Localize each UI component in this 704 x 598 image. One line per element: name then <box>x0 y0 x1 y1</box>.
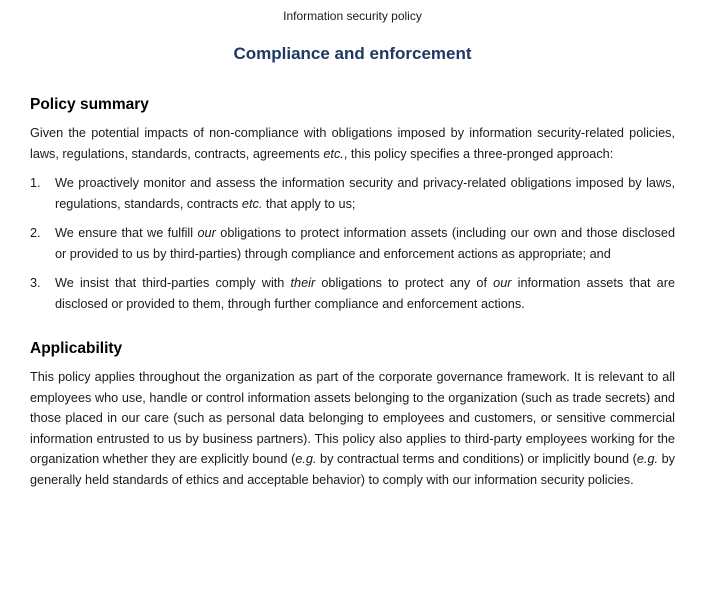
section-heading-applicability: Applicability <box>30 340 123 357</box>
list-item <box>30 173 675 214</box>
list-item-text: We proactively monitor and assess the information security and privacy-related obligations imposed by laws, regulations, standards, contracts etc. that apply to us; <box>55 176 675 211</box>
list-item-number: 2. <box>30 226 41 240</box>
applicability-paragraph: This policy applies throughout the organization as part of the corporate governance framework. It is relevant to all employees who use, handle or control information assets belonging to the organization (such as trade secrets) and those placed in our care (such as personal data belonging to employees and customers, or sensitive commercial information entrusted to us by business partners). This policy also applies to third-party employees working for the organization whether they are explicitly bound (e.g. by contractual terms and conditions) or implicitly bound (e.g. by generally held standards of ethics and acceptable behavior) to comply with our information security policies. <box>30 370 675 487</box>
list-item <box>30 223 675 264</box>
list-item-text: We ensure that we fulfill our obligations to protect information assets (including our own and those disclosed or provided to us by third-parties) through compliance and enforcement actions as appropriate; and <box>55 226 676 261</box>
document-header: Information security policy <box>283 9 422 23</box>
policy-summary-intro-paragraph: Given the potential impacts of non-compliance with obligations imposed by information security-related policies, laws, regulations, standards, contracts, agreements etc., this policy specifies a three-pronged approach: <box>30 126 675 161</box>
document-title: Compliance and enforcement <box>233 44 472 63</box>
list-item <box>30 273 675 314</box>
policy-summary-numbered-list <box>30 173 675 314</box>
list-item-number: 1. <box>30 176 41 190</box>
list-item-text: We insist that third-parties comply with their obligations to protect any of our information assets that are disclosed or provided to them, through further compliance and enforcement actions. <box>55 276 676 311</box>
list-item-number: 3. <box>30 276 41 290</box>
section-heading-policy-summary: Policy summary <box>30 96 149 113</box>
